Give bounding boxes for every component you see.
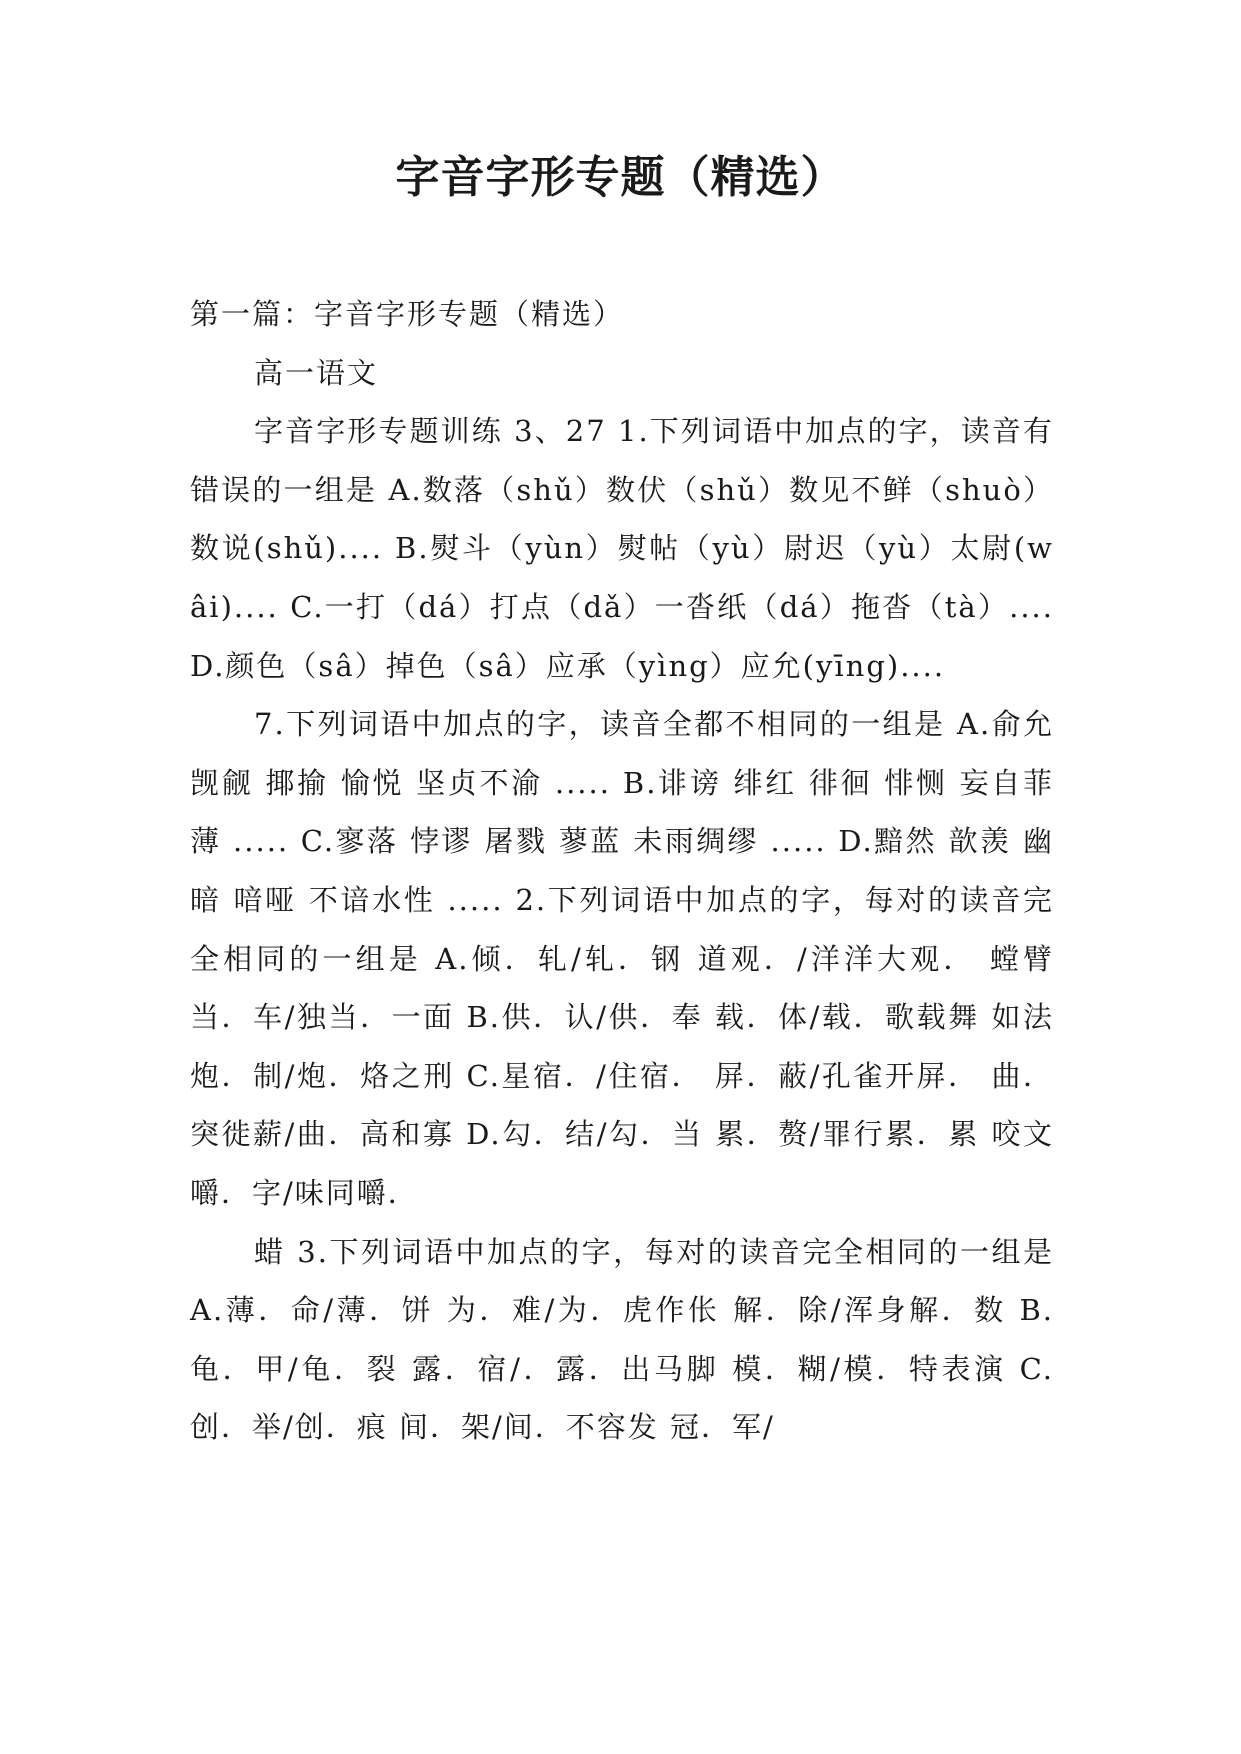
document-body <box>190 285 1054 1457</box>
paragraph: 蜡 3.下列词语中加点的字，每对的读音完全相同的一组是 A.薄．命/薄．饼 为．难/为．虎作伥 解．除/浑身解．数 B.龟．甲/龟．裂 露．宿/．露．出马脚 模．糊/模．特表演 C.创．举/创．痕 间．架/间．不容发 冠．军/ <box>190 1234 1054 1445</box>
section-subheading: 高一语文 <box>254 355 379 390</box>
paragraph: 7.下列词语中加点的字，读音全都不相同的一组是 A.俞允 觊觎 揶揄 愉悦 坚贞不渝 ..... B.诽谤 绯红 徘徊 悱恻 妄自菲薄 ..... C.寥落 悖谬 屠戮 蓼蓝 未雨绸缪 ..... D.黯然 歆羡 幽暗 喑哑 不谙水性 ..... 2.下列词语中加点的字，每对的读音完全相同的一组是 A.倾．轧/轧．钢 道观．/洋洋大观． 螳臂当．车/独当．一面 B.供．认/供．奉 载．体/载．歌载舞 如法炮．制/炮．烙之刑 C.星宿．/住宿． 屏．蔽/孔雀开屏． 曲．突徙薪/曲．高和寡 D.勾．结/勾．当 累．赘/罪行累．累 咬文嚼．字/味同嚼． <box>190 707 1054 1210</box>
paragraph: 字音字形专题训练 3、27 1.下列词语中加点的字，读音有错误的一组是 A.数落（shǔ）数伏（shǔ）数见不鲜（shuò）数说(shǔ).... B.熨斗（yùn）熨帖（yù）尉迟（yù）太尉(wâi).... C.一打（dá）打点（dǎ）一沓纸（dá）拖沓（tà）.... D.颜色（sâ）掉色（sâ）应承（yìng）应允(yīng).... <box>190 414 1054 683</box>
section-heading: 第一篇：字音字形专题（精选） <box>190 297 625 331</box>
document-title: 字音字形专题（精选） <box>395 152 846 203</box>
